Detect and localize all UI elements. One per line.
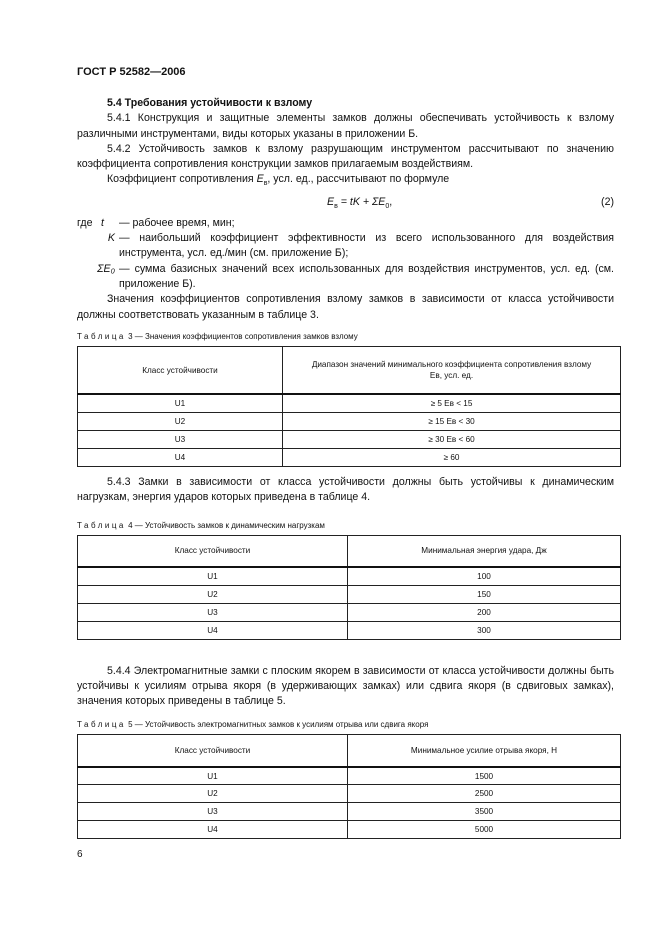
header-cell: Минимальное усилие отрыва якоря, Н (348, 735, 621, 767)
definition (77, 216, 614, 231)
definition (77, 262, 614, 293)
formula-lhs-sub: в (334, 203, 338, 210)
document-body (77, 96, 621, 839)
cell: ≥ 30 Eв < 60 (283, 430, 621, 448)
cell: 200 (348, 603, 621, 621)
header-text: Eв, усл. ед. (429, 371, 474, 381)
formula-number: (2) (601, 195, 614, 208)
definitions (77, 216, 614, 292)
table-label: Таблица (77, 331, 126, 341)
definition (77, 231, 614, 262)
cell: 2500 (348, 785, 621, 803)
cell: ≥ 5 Eв < 15 (283, 394, 621, 412)
paragraph-table3-intro: Значения коэффициентов сопротивления взлому замков в зависимости от класса устойчивости должны соответствовать указанным в таблице 3. (77, 293, 614, 321)
header-text: Диапазон значений минимального коэффициента сопротивления взлому (311, 360, 592, 370)
cell: 5000 (348, 821, 621, 839)
caption-text: 3 — Значения коэффициентов сопротивления замков взлому (128, 331, 358, 341)
paragraph-5-4-1: 5.4.1 Конструкция и защитные элементы замков должны обеспечивать устойчивость к взлому различными инструментами, виды которых указаны в приложении Б. (77, 112, 614, 140)
table4-caption (77, 520, 621, 531)
formula-lhs: E (327, 195, 335, 208)
table-4 (77, 535, 621, 640)
cell: U3 (78, 803, 348, 821)
table-label: Таблица (77, 720, 126, 730)
table-row (78, 412, 621, 430)
table3-caption (77, 331, 621, 342)
paragraph-5-4-4: 5.4.4 Электромагнитные замки с плоским якорем в зависимости от класса устойчивости должны быть устойчивы к усилиям отрыва якоря (в удерживающих замках) или сдвига якоря (в сдвиговых замках), значения которых приведены в таблице 5. (77, 664, 614, 708)
table-row (78, 821, 621, 839)
header-cell: Класс устойчивости (78, 735, 348, 767)
table-row (78, 603, 621, 621)
where-label: где (77, 216, 93, 229)
paragraph-5-4-2: 5.4.2 Устойчивость замков к взлому разрушающим инструментом рассчитывают по значению коэффициента сопротивления конструкции замков прилагаемым воздействиям. (77, 142, 614, 171)
paragraph-5-4-3: 5.4.3 Замки в зависимости от класса устойчивости должны быть устойчивы к динамическим нагрузкам, энергия ударов которых приведена в таблице 4. (77, 475, 614, 504)
symbol-sub: в (263, 180, 268, 188)
document-header: ГОСТ Р 52582—2006 (77, 66, 186, 78)
section-5-4 (77, 96, 614, 192)
formula-tail: , (389, 195, 393, 208)
header-cell: Минимальная энергия удара, Дж (348, 535, 621, 567)
cell: U2 (78, 585, 348, 603)
def-term: K (107, 232, 115, 245)
caption-text: 5 — Устойчивость электромагнитных замков к усилиям отрыва или сдвига якоря (128, 720, 429, 730)
formula-body (327, 194, 392, 215)
page-number: 6 (77, 849, 83, 860)
table-3 (77, 346, 621, 467)
formula (77, 194, 614, 210)
section-title: 5.4 Требования устойчивости к взлому (107, 97, 313, 109)
cell: U2 (78, 785, 348, 803)
def-term: ΣE₀ (97, 262, 115, 275)
def-desc: — наибольший коэффициент эффективности из всего использованного для воздействия инструмента, усл. ед./мин (см. приложение Б); (119, 232, 614, 260)
cell: 3500 (348, 803, 621, 821)
def-term: t (101, 216, 104, 229)
cell: U1 (78, 394, 283, 412)
header-cell: Класс устойчивости (78, 346, 283, 394)
cell: 100 (348, 567, 621, 585)
symbol: E (256, 173, 264, 186)
table-row (78, 430, 621, 448)
cell: U2 (78, 412, 283, 430)
cell: U4 (78, 448, 283, 466)
formula-rhs: = tK + ΣE (337, 195, 386, 208)
table-row (78, 767, 621, 785)
cell: U1 (78, 767, 348, 785)
cell: 150 (348, 585, 621, 603)
cell: U4 (78, 821, 348, 839)
header-cell (283, 346, 621, 394)
table-label: Таблица (77, 520, 126, 530)
table-row (78, 448, 621, 466)
cell: U4 (78, 621, 348, 639)
cell: U1 (78, 567, 348, 585)
table-row (78, 803, 621, 821)
table-row (78, 585, 621, 603)
cell: ≥ 60 (283, 448, 621, 466)
def-desc: — сумма базисных значений всех использованных для воздействия инструментов, усл. ед. (см. приложение Б). (119, 262, 614, 291)
cell: U3 (78, 603, 348, 621)
cell: ≥ 15 Eв < 30 (283, 412, 621, 430)
table-row (78, 567, 621, 585)
cell: 300 (348, 621, 621, 639)
def-desc: — рабочее время, мин; (119, 216, 235, 229)
table-row (78, 785, 621, 803)
text: Коэффициент сопротивления (107, 173, 257, 186)
table-row (78, 621, 621, 639)
formula-rhs-sub: 0 (385, 203, 390, 210)
table5-caption (77, 719, 621, 730)
text: , усл. ед., рассчитывают по формуле (267, 173, 450, 186)
cell: 1500 (348, 767, 621, 785)
header-cell: Класс устойчивости (78, 535, 348, 567)
caption-text: 4 — Устойчивость замков к динамическим нагрузкам (128, 520, 325, 530)
paragraph-coefficient (77, 172, 614, 191)
table-row (78, 394, 621, 412)
cell: U3 (78, 430, 283, 448)
table-5 (77, 734, 621, 839)
